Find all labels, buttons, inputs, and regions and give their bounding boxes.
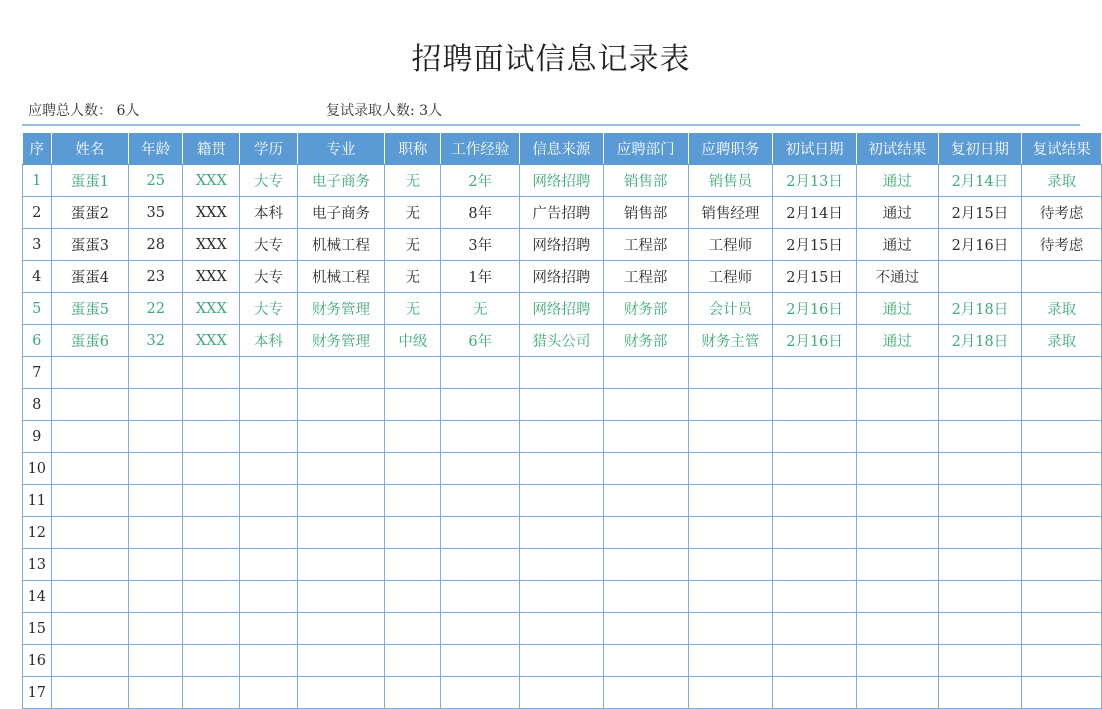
admitted-count-value: 3人 [419,103,443,119]
table-cell[interactable] [51,453,129,485]
table-cell[interactable] [240,485,297,517]
table-cell[interactable]: 3年 [441,229,520,261]
table-cell[interactable]: 通过 [856,293,938,325]
table-cell[interactable] [441,453,520,485]
table-cell[interactable] [603,453,688,485]
table-cell[interactable] [385,677,441,709]
table-cell[interactable] [938,677,1022,709]
table-cell[interactable]: 无 [385,293,441,325]
table-cell[interactable]: 2月15日 [938,197,1022,229]
row-number-cell[interactable]: 2 [23,197,52,229]
applicant-count-value: 6人 [116,103,140,119]
interview-table [22,132,1102,709]
table-cell[interactable] [441,549,520,581]
table-cell[interactable] [856,357,938,389]
table-cell[interactable]: 2月14日 [938,165,1022,197]
table-cell[interactable] [441,677,520,709]
admitted-count-label: 复试录取人数: [326,103,415,119]
table-cell[interactable]: 通过 [856,197,938,229]
column-header: 籍贯 [183,133,240,165]
table-cell[interactable] [520,581,604,613]
table-cell[interactable] [240,613,297,645]
table-cell[interactable] [938,517,1022,549]
table-cell[interactable] [1022,389,1102,421]
column-header: 应聘职务 [688,133,773,165]
table-cell[interactable]: 蛋蛋1 [51,165,129,197]
table-cell[interactable] [773,453,857,485]
table-cell[interactable] [1022,261,1102,293]
table-cell[interactable] [129,645,183,677]
table-cell[interactable] [938,613,1022,645]
table-cell[interactable]: 无 [385,165,441,197]
row-number-cell[interactable]: 11 [23,485,52,517]
table-cell[interactable]: 财务管理 [297,293,385,325]
table-cell[interactable] [856,677,938,709]
row-number-cell[interactable]: 5 [23,293,52,325]
table-cell[interactable] [441,613,520,645]
table-cell[interactable] [441,581,520,613]
table-cell[interactable] [688,421,773,453]
table-cell[interactable] [773,357,857,389]
table-row [23,293,1102,325]
table-cell[interactable] [297,613,385,645]
table-cell[interactable] [773,421,857,453]
table-row [23,549,1102,581]
table-cell[interactable]: 2月18日 [938,325,1022,357]
table-cell[interactable]: 网络招聘 [520,229,604,261]
table-cell[interactable] [520,453,604,485]
table-cell[interactable] [441,421,520,453]
table-cell[interactable]: 待考虑 [1022,197,1102,229]
table-cell[interactable] [385,613,441,645]
table-cell[interactable]: 2月15日 [773,261,857,293]
table-cell[interactable] [51,581,129,613]
table-cell[interactable] [385,389,441,421]
table-cell[interactable] [240,357,297,389]
table-row [23,357,1102,389]
table-cell[interactable] [856,517,938,549]
applicant-count [28,100,139,120]
table-cell[interactable] [773,645,857,677]
table-cell[interactable] [183,357,240,389]
row-number-cell[interactable]: 4 [23,261,52,293]
table-cell[interactable] [183,549,240,581]
table-cell[interactable] [1022,549,1102,581]
table-row [23,581,1102,613]
table-cell[interactable]: XXX [183,229,240,261]
column-header: 工作经验 [441,133,520,165]
table-cell[interactable] [688,613,773,645]
table-cell[interactable] [129,421,183,453]
table-cell[interactable] [520,677,604,709]
divider [22,124,1080,126]
table-cell[interactable]: XXX [183,261,240,293]
table-cell[interactable] [688,581,773,613]
table-row [23,677,1102,709]
column-header: 复试结果 [1022,133,1102,165]
table-cell[interactable]: 2月16日 [773,293,857,325]
table-cell[interactable]: 销售经理 [688,197,773,229]
table-cell[interactable] [297,357,385,389]
table-cell[interactable]: 无 [385,197,441,229]
table-cell[interactable] [856,581,938,613]
table-cell[interactable] [688,677,773,709]
column-header: 序 [23,133,52,165]
table-cell[interactable] [183,485,240,517]
table-cell[interactable] [603,677,688,709]
table-cell[interactable] [688,389,773,421]
table-cell[interactable] [183,389,240,421]
table-cell[interactable] [938,421,1022,453]
table-row [23,645,1102,677]
table-cell[interactable]: 28 [129,229,183,261]
table-cell[interactable] [385,581,441,613]
table-cell[interactable]: 网络招聘 [520,261,604,293]
column-header: 应聘部门 [603,133,688,165]
table-cell[interactable] [183,421,240,453]
table-row [23,453,1102,485]
table-cell[interactable]: 不通过 [856,261,938,293]
table-cell[interactable] [240,677,297,709]
table-cell[interactable] [1022,357,1102,389]
table-row [23,229,1102,261]
table-cell[interactable] [240,517,297,549]
table-cell[interactable]: 猎头公司 [520,325,604,357]
table-cell[interactable] [297,485,385,517]
table-cell[interactable]: 网络招聘 [520,293,604,325]
table-cell[interactable]: XXX [183,197,240,229]
row-number-cell[interactable]: 16 [23,645,52,677]
table-cell[interactable] [129,613,183,645]
table-cell[interactable] [297,549,385,581]
table-cell[interactable]: 工程师 [688,261,773,293]
table-cell[interactable] [773,581,857,613]
table-cell[interactable] [603,613,688,645]
table-cell[interactable]: 1年 [441,261,520,293]
table-cell[interactable]: 工程部 [603,261,688,293]
table-cell[interactable] [856,613,938,645]
table-body [23,165,1102,709]
table-cell[interactable]: 工程部 [603,229,688,261]
table-cell[interactable] [938,389,1022,421]
table-cell[interactable]: 8年 [441,197,520,229]
table-cell[interactable]: 本科 [240,197,297,229]
row-number-cell[interactable]: 10 [23,453,52,485]
table-cell[interactable] [688,645,773,677]
table-cell[interactable] [129,357,183,389]
table-cell[interactable] [51,677,129,709]
table-cell[interactable] [51,549,129,581]
table-cell[interactable]: 大专 [240,165,297,197]
table-cell[interactable] [688,485,773,517]
table-cell[interactable] [938,261,1022,293]
table-cell[interactable]: 蛋蛋4 [51,261,129,293]
table-cell[interactable] [603,357,688,389]
table-cell[interactable] [51,645,129,677]
table-cell[interactable]: 蛋蛋6 [51,325,129,357]
table-cell[interactable] [240,421,297,453]
table-cell[interactable] [51,389,129,421]
table-cell[interactable]: 通过 [856,165,938,197]
table-cell[interactable] [240,549,297,581]
table-cell[interactable] [183,677,240,709]
table-cell[interactable] [938,581,1022,613]
table-cell[interactable]: 无 [441,293,520,325]
table-cell[interactable] [441,357,520,389]
table-cell[interactable] [773,677,857,709]
header-row [23,133,1102,165]
column-header: 初试日期 [773,133,857,165]
table-cell[interactable] [129,677,183,709]
table-cell[interactable]: 录取 [1022,325,1102,357]
table-cell[interactable]: 35 [129,197,183,229]
table-cell[interactable]: XXX [183,293,240,325]
table-cell[interactable] [51,357,129,389]
table-cell[interactable] [856,549,938,581]
column-header: 姓名 [51,133,129,165]
table-cell[interactable] [1022,453,1102,485]
table-cell[interactable] [385,549,441,581]
table-row [23,613,1102,645]
table-cell[interactable] [1022,645,1102,677]
table-cell[interactable] [129,549,183,581]
row-number-cell[interactable]: 9 [23,421,52,453]
table-cell[interactable] [385,357,441,389]
table-cell[interactable]: 机械工程 [297,261,385,293]
table-cell[interactable] [1022,613,1102,645]
table-cell[interactable] [297,645,385,677]
table-cell[interactable]: 机械工程 [297,229,385,261]
table-cell[interactable]: 财务部 [603,293,688,325]
table-cell[interactable] [688,549,773,581]
row-number-cell[interactable]: 8 [23,389,52,421]
table-cell[interactable] [856,645,938,677]
table-cell[interactable]: 23 [129,261,183,293]
column-header: 初试结果 [856,133,938,165]
table-cell[interactable] [183,453,240,485]
table-cell[interactable] [1022,677,1102,709]
table-cell[interactable]: 通过 [856,229,938,261]
table-cell[interactable]: 蛋蛋5 [51,293,129,325]
table-cell[interactable] [1022,485,1102,517]
table-cell[interactable] [520,357,604,389]
table-cell[interactable] [856,453,938,485]
table-cell[interactable] [297,677,385,709]
table-cell[interactable] [385,645,441,677]
table-cell[interactable] [183,581,240,613]
column-header: 信息来源 [520,133,604,165]
table-cell[interactable]: 无 [385,261,441,293]
table-row [23,325,1102,357]
table-cell[interactable] [856,421,938,453]
table-cell[interactable] [51,517,129,549]
table-cell[interactable]: 电子商务 [297,165,385,197]
table-cell[interactable] [240,389,297,421]
table-cell[interactable]: 销售员 [688,165,773,197]
table-cell[interactable] [129,453,183,485]
table-cell[interactable]: 蛋蛋2 [51,197,129,229]
table-cell[interactable] [240,581,297,613]
table-cell[interactable]: 2年 [441,165,520,197]
table-cell[interactable]: 电子商务 [297,197,385,229]
table-cell[interactable] [51,421,129,453]
table-cell[interactable] [385,517,441,549]
table-cell[interactable]: 财务部 [603,325,688,357]
table-cell[interactable] [441,645,520,677]
table-cell[interactable] [240,453,297,485]
table-cell[interactable] [385,485,441,517]
table-cell[interactable]: 通过 [856,325,938,357]
table-cell[interactable] [441,517,520,549]
table-cell[interactable]: 录取 [1022,293,1102,325]
table-row [23,485,1102,517]
table-cell[interactable] [773,485,857,517]
column-header: 职称 [385,133,441,165]
table-cell[interactable] [240,645,297,677]
table-cell[interactable] [520,389,604,421]
table-cell[interactable]: 22 [129,293,183,325]
table-cell[interactable]: 大专 [240,229,297,261]
table-cell[interactable] [688,517,773,549]
table-cell[interactable] [520,517,604,549]
table-cell[interactable] [856,485,938,517]
admitted-count [326,100,442,120]
table-cell[interactable] [773,549,857,581]
table-cell[interactable] [441,389,520,421]
table-cell[interactable]: 2月16日 [773,325,857,357]
table-cell[interactable] [183,517,240,549]
table-cell[interactable]: 大专 [240,261,297,293]
table-cell[interactable] [938,357,1022,389]
table-cell[interactable] [51,485,129,517]
column-header: 年龄 [129,133,183,165]
row-number-cell[interactable]: 3 [23,229,52,261]
table-cell[interactable] [441,485,520,517]
table-cell[interactable] [129,517,183,549]
table-cell[interactable] [938,645,1022,677]
table-cell[interactable] [297,581,385,613]
table-cell[interactable] [129,485,183,517]
table-cell[interactable]: 2月14日 [773,197,857,229]
applicant-count-label: 应聘总人数： [28,103,112,119]
table-cell[interactable]: 会计员 [688,293,773,325]
table-cell[interactable] [1022,517,1102,549]
table-cell[interactable]: 销售部 [603,197,688,229]
table-cell[interactable]: 待考虑 [1022,229,1102,261]
table-cell[interactable] [603,645,688,677]
table-cell[interactable] [773,613,857,645]
table-cell[interactable] [297,389,385,421]
table-cell[interactable] [773,517,857,549]
row-number-cell[interactable]: 12 [23,517,52,549]
table-cell[interactable]: 32 [129,325,183,357]
row-number-cell[interactable]: 1 [23,165,52,197]
table-cell[interactable]: 工程师 [688,229,773,261]
page-title: 招聘面试信息记录表 [411,42,691,77]
table-cell[interactable]: 本科 [240,325,297,357]
table-cell[interactable] [938,453,1022,485]
table-cell[interactable] [297,517,385,549]
row-number-cell[interactable]: 13 [23,549,52,581]
table-cell[interactable] [603,421,688,453]
table-cell[interactable] [856,389,938,421]
table-cell[interactable]: 蛋蛋3 [51,229,129,261]
table-cell[interactable] [385,453,441,485]
table-cell[interactable] [688,357,773,389]
table-cell[interactable]: 广告招聘 [520,197,604,229]
row-number-cell[interactable]: 7 [23,357,52,389]
table-cell[interactable]: 6年 [441,325,520,357]
table-cell[interactable] [773,389,857,421]
column-header: 专业 [297,133,385,165]
table-cell[interactable] [688,453,773,485]
column-header: 学历 [240,133,297,165]
table-cell[interactable]: XXX [183,325,240,357]
table-cell[interactable] [603,485,688,517]
table-row [23,517,1102,549]
table-cell[interactable]: 网络招聘 [520,165,604,197]
table-row [23,389,1102,421]
table-cell[interactable] [385,421,441,453]
table-cell[interactable] [1022,421,1102,453]
table-cell[interactable]: 中级 [385,325,441,357]
table-cell[interactable] [183,613,240,645]
table-cell[interactable] [603,581,688,613]
row-number-cell[interactable]: 6 [23,325,52,357]
table-cell[interactable] [520,485,604,517]
table-row [23,261,1102,293]
table-cell[interactable]: 2月16日 [938,229,1022,261]
table-cell[interactable]: 2月18日 [938,293,1022,325]
table-cell[interactable] [297,421,385,453]
table-cell[interactable]: 财务管理 [297,325,385,357]
table-cell[interactable] [938,549,1022,581]
row-number-cell[interactable]: 14 [23,581,52,613]
table-cell[interactable]: 销售部 [603,165,688,197]
table-row [23,165,1102,197]
table-cell[interactable]: 财务主管 [688,325,773,357]
table-cell[interactable]: 大专 [240,293,297,325]
table-cell[interactable] [297,453,385,485]
table-cell[interactable]: 25 [129,165,183,197]
table-cell[interactable] [520,613,604,645]
table-cell[interactable]: 2月15日 [773,229,857,261]
table-cell[interactable] [129,581,183,613]
table-cell[interactable] [520,421,604,453]
table-cell[interactable] [1022,581,1102,613]
table-cell[interactable] [603,389,688,421]
row-number-cell[interactable]: 15 [23,613,52,645]
row-number-cell[interactable]: 17 [23,677,52,709]
table-cell[interactable]: 2月13日 [773,165,857,197]
table-cell[interactable] [603,517,688,549]
column-header: 复初日期 [938,133,1022,165]
table-row [23,421,1102,453]
table-cell[interactable] [183,645,240,677]
table-cell[interactable]: 无 [385,229,441,261]
table-cell[interactable] [520,645,604,677]
table-cell[interactable] [938,485,1022,517]
table-cell[interactable] [603,549,688,581]
table-cell[interactable] [129,389,183,421]
table-row [23,197,1102,229]
table-cell[interactable] [51,613,129,645]
table-cell[interactable] [520,549,604,581]
table-cell[interactable]: 录取 [1022,165,1102,197]
table-cell[interactable]: XXX [183,165,240,197]
